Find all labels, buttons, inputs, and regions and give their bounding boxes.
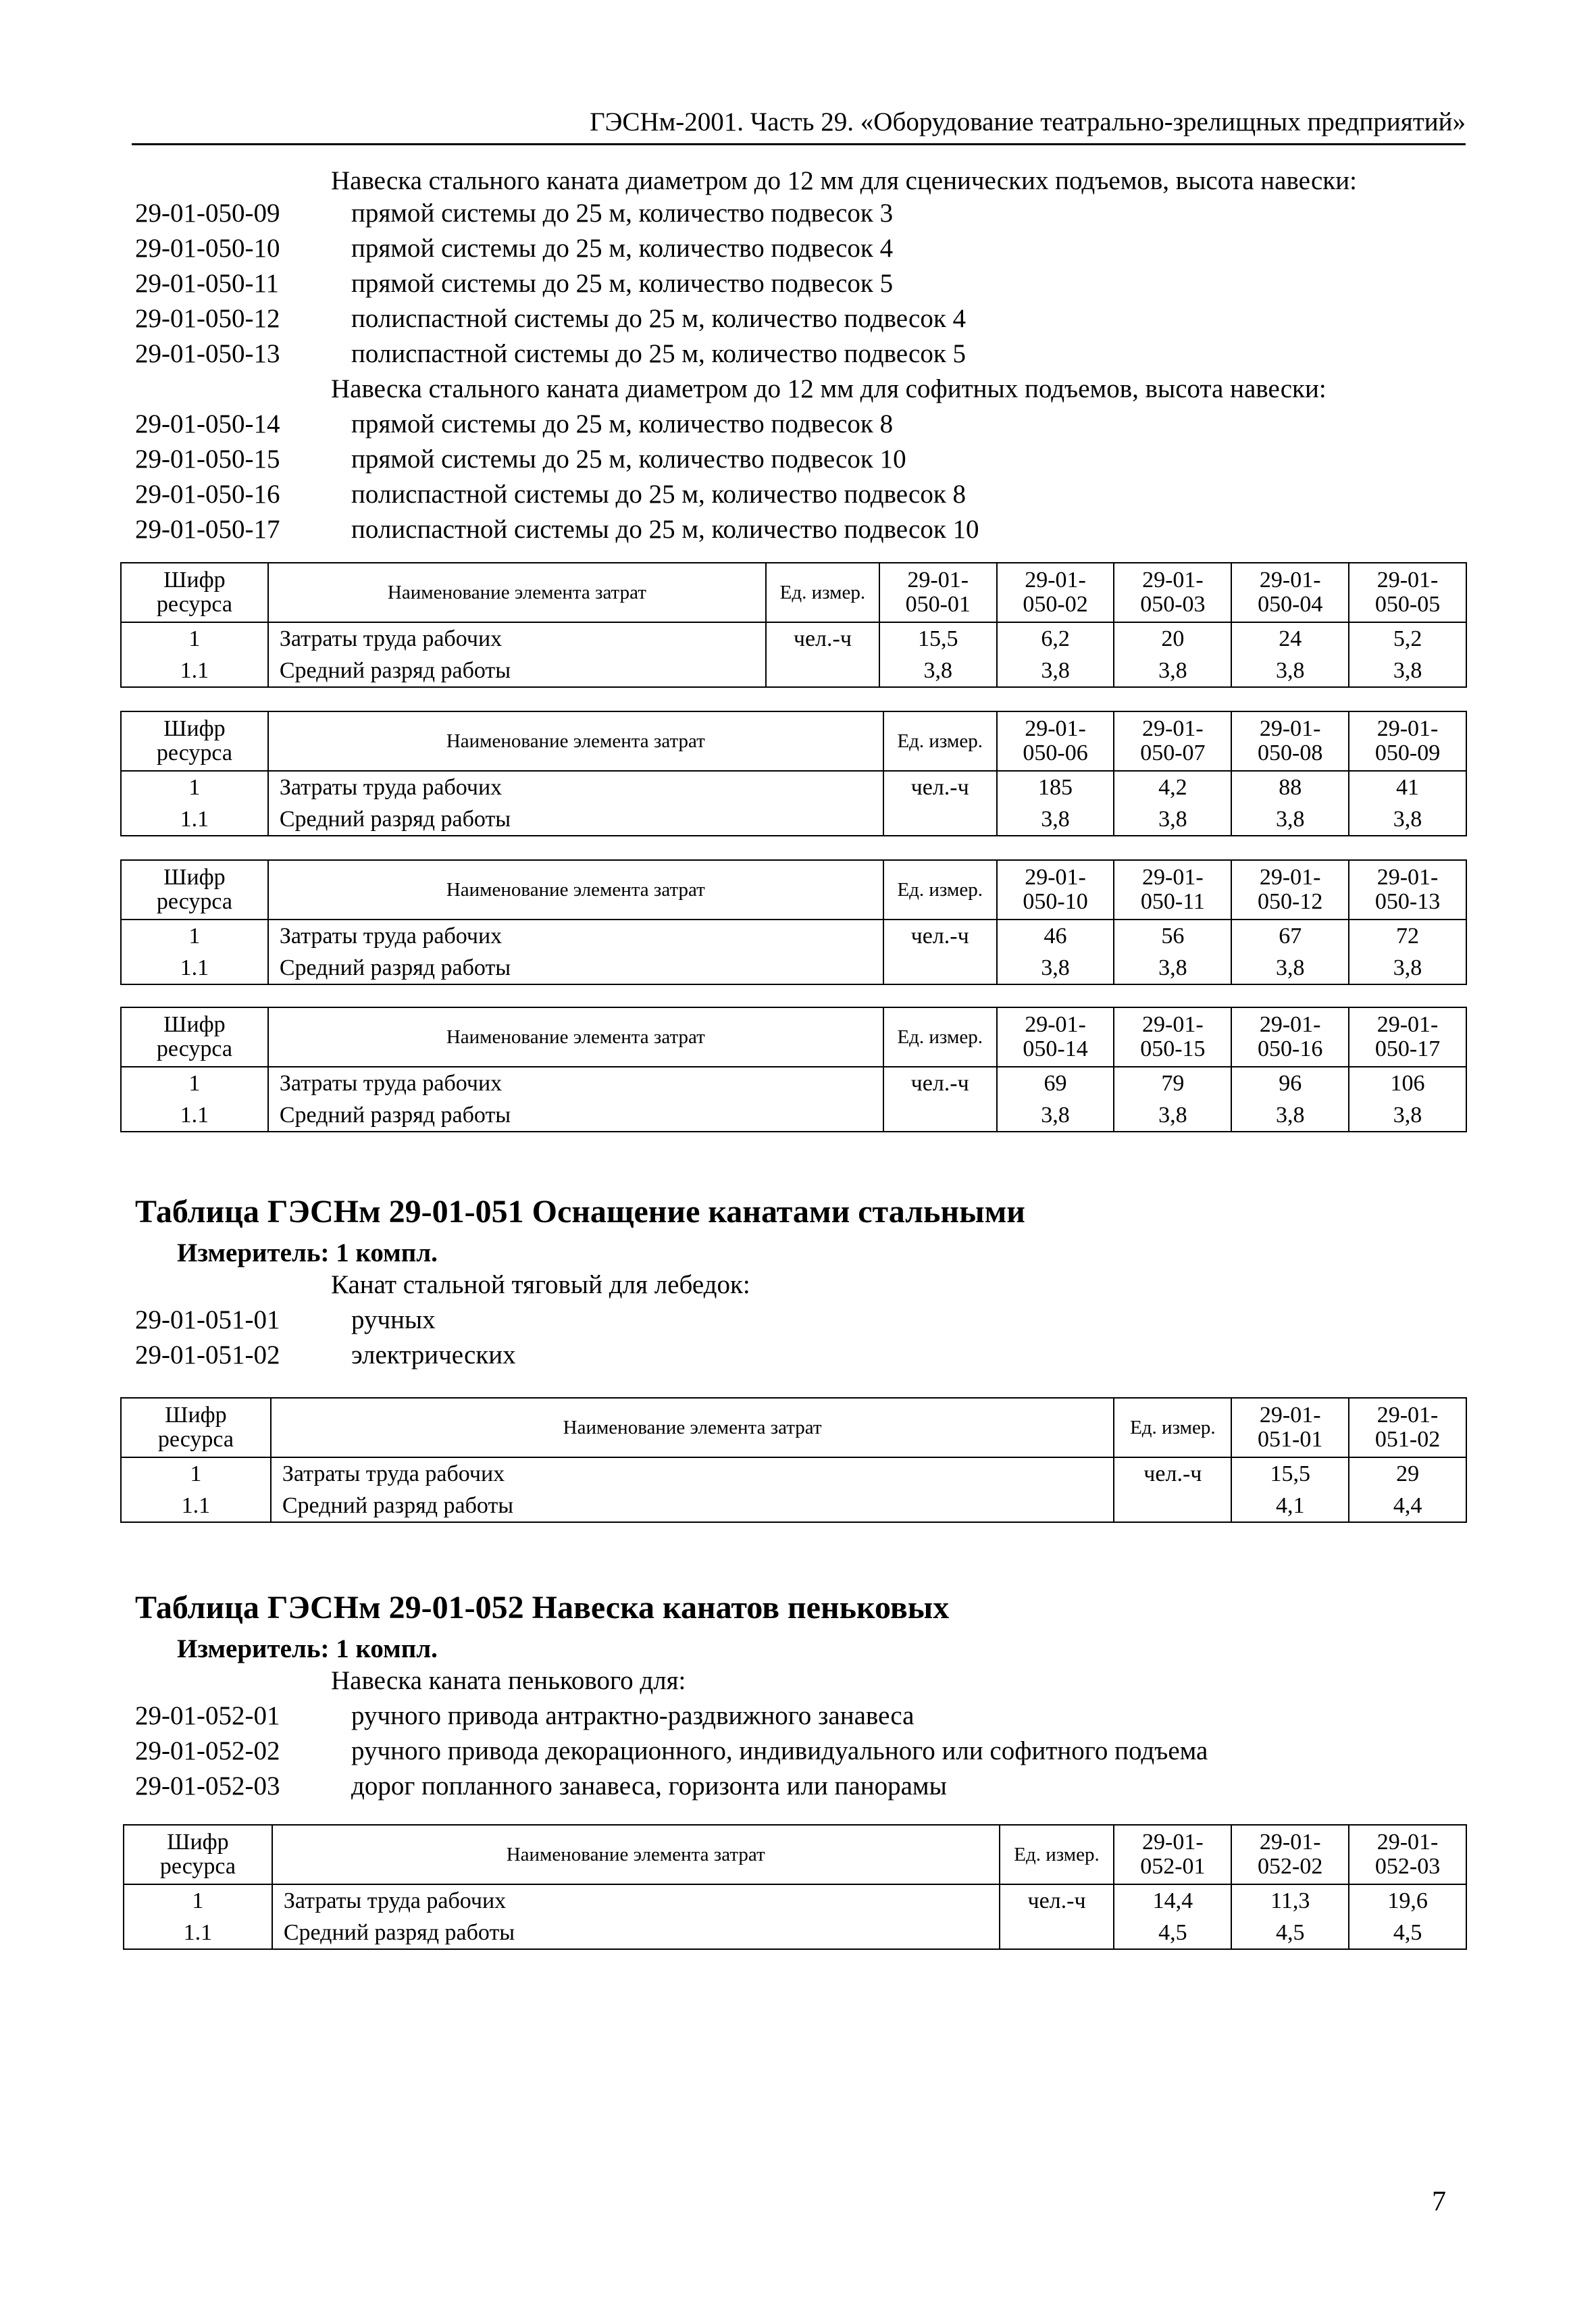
header-unit: Ед. измер. — [766, 563, 879, 622]
header-norm: 29-01- 050-11 — [1114, 860, 1231, 920]
cell-value: 19,6 — [1349, 1884, 1466, 1917]
item-text: ручного привода декорационного, индивидуального или софитного подъема — [351, 1736, 1208, 1765]
row-code: 1 — [121, 920, 268, 952]
row-unit: чел.-ч — [883, 771, 997, 803]
cell-value: 15,5 — [1231, 1457, 1349, 1490]
header-norm: 29-01- 050-13 — [1349, 860, 1466, 920]
group-heading: Навеска стального каната диаметром до 12 мм для сценических подъемов, высота навески: — [331, 166, 1357, 195]
cell-value: 3,8 — [997, 803, 1114, 836]
header-name: Наименование элемента затрат — [272, 1825, 1000, 1884]
header-name: Наименование элемента затрат — [268, 563, 766, 622]
header-norm: 29-01- 050-16 — [1231, 1007, 1349, 1067]
item-text: электрических — [351, 1340, 516, 1369]
header-norm: 29-01- 050-08 — [1231, 711, 1349, 771]
header-norm: 29-01- 051-01 — [1231, 1398, 1349, 1457]
cost-table — [123, 1824, 1467, 1950]
row-name: Затраты труда рабочих — [272, 1884, 1000, 1917]
header-norm: 29-01- 050-09 — [1349, 711, 1466, 771]
row-code: 1 — [124, 1884, 272, 1917]
header-norm: 29-01- 050-01 — [879, 563, 997, 622]
header-norm: 29-01- 050-02 — [997, 563, 1114, 622]
cost-table — [120, 1397, 1467, 1523]
item-code: 29-01-050-14 — [135, 409, 280, 438]
group-heading: Навеска стального каната диаметром до 12 мм для софитных подъемов, высота навески: — [331, 374, 1327, 403]
row-code: 1 — [121, 1457, 271, 1490]
cost-table — [120, 562, 1467, 688]
cell-value: 79 — [1114, 1067, 1231, 1099]
measure-label: Измеритель: 1 компл. — [177, 1238, 438, 1267]
cell-value: 11,3 — [1231, 1884, 1349, 1917]
row-name: Затраты труда рабочих — [268, 622, 766, 655]
cell-value: 56 — [1114, 920, 1231, 952]
page-header: ГЭСНм-2001. Часть 29. «Оборудование театрально-зрелищных предприятий» — [132, 107, 1466, 145]
item-code: 29-01-050-13 — [135, 339, 280, 368]
cell-value: 4,2 — [1114, 771, 1231, 803]
item-text: прямой системы до 25 м, количество подвесок 4 — [351, 234, 894, 263]
header-norm: 29-01- 050-14 — [997, 1007, 1114, 1067]
item-text: ручного привода антрактно-раздвижного занавеса — [351, 1701, 915, 1730]
header-name: Наименование элемента затрат — [268, 711, 883, 771]
row-unit: чел.-ч — [883, 920, 997, 952]
item-code: 29-01-050-10 — [135, 234, 280, 263]
header-norm: 29-01- 050-04 — [1231, 563, 1349, 622]
row-name: Средний разряд работы — [272, 1917, 1000, 1949]
row-name: Затраты труда рабочих — [271, 1457, 1114, 1490]
header-unit: Ед. измер. — [1114, 1398, 1231, 1457]
header-name: Наименование элемента затрат — [268, 1007, 883, 1067]
cell-value: 3,8 — [1231, 803, 1349, 836]
item-code: 29-01-052-03 — [135, 1771, 280, 1801]
cell-value: 20 — [1114, 622, 1231, 655]
header-norm: 29-01- 052-02 — [1231, 1825, 1349, 1884]
row-code: 1 — [121, 1067, 268, 1099]
row-name: Средний разряд работы — [268, 952, 883, 984]
header-unit: Ед. измер. — [1000, 1825, 1114, 1884]
row-code: 1.1 — [124, 1917, 272, 1949]
item-text: полиспастной системы до 25 м, количество подвесок 8 — [351, 480, 967, 509]
item-code: 29-01-050-16 — [135, 480, 280, 509]
cell-value: 4,1 — [1231, 1490, 1349, 1522]
row-unit: чел.-ч — [1000, 1884, 1114, 1917]
item-code: 29-01-052-02 — [135, 1736, 280, 1765]
table-title: Таблица ГЭСНм 29-01-051 Оснащение канатами стальными — [135, 1194, 1025, 1230]
row-name: Затраты труда рабочих — [268, 920, 883, 952]
cell-value: 106 — [1349, 1067, 1466, 1099]
item-text: прямой системы до 25 м, количество подвесок 3 — [351, 199, 894, 228]
group-heading: Канат стальной тяговый для лебедок: — [331, 1270, 750, 1299]
cell-value: 15,5 — [879, 622, 997, 655]
cell-value: 69 — [997, 1067, 1114, 1099]
item-code: 29-01-050-12 — [135, 304, 280, 333]
row-code: 1.1 — [121, 952, 268, 984]
row-unit — [766, 655, 879, 687]
header-norm: 29-01- 050-03 — [1114, 563, 1231, 622]
cell-value: 3,8 — [997, 655, 1114, 687]
group-heading: Навеска каната пенькового для: — [331, 1666, 686, 1695]
header-name: Наименование элемента затрат — [271, 1398, 1114, 1457]
header-unit: Ед. измер. — [883, 711, 997, 771]
header-norm: 29-01- 052-03 — [1349, 1825, 1466, 1884]
row-code: 1.1 — [121, 803, 268, 836]
item-text: прямой системы до 25 м, количество подвесок 5 — [351, 269, 894, 298]
header-cipher: Шифр ресурса — [121, 563, 268, 622]
row-name: Средний разряд работы — [268, 655, 766, 687]
row-code: 1 — [121, 622, 268, 655]
header-cipher: Шифр ресурса — [121, 1398, 271, 1457]
cell-value: 72 — [1349, 920, 1466, 952]
cell-value: 46 — [997, 920, 1114, 952]
table-title: Таблица ГЭСНм 29-01-052 Навеска канатов пеньковых — [135, 1590, 950, 1626]
row-unit — [1114, 1490, 1231, 1522]
row-code: 1 — [121, 771, 268, 803]
item-code: 29-01-051-02 — [135, 1340, 280, 1369]
cell-value: 41 — [1349, 771, 1466, 803]
cell-value: 3,8 — [997, 1099, 1114, 1132]
cell-value: 4,5 — [1114, 1917, 1231, 1949]
item-text: ручных — [351, 1305, 436, 1334]
cell-value: 3,8 — [1231, 655, 1349, 687]
row-unit: чел.-ч — [883, 1067, 997, 1099]
item-text: дорог пoпланного занавеса, горизонта или панорамы — [351, 1771, 947, 1801]
header-norm: 29-01- 050-05 — [1349, 563, 1466, 622]
row-unit — [883, 1099, 997, 1132]
cell-value: 3,8 — [1114, 1099, 1231, 1132]
cell-value: 3,8 — [1231, 952, 1349, 984]
row-unit: чел.-ч — [766, 622, 879, 655]
header-norm: 29-01- 050-06 — [997, 711, 1114, 771]
header-name: Наименование элемента затрат — [268, 860, 883, 920]
header-norm: 29-01- 050-17 — [1349, 1007, 1466, 1067]
cell-value: 4,4 — [1349, 1490, 1466, 1522]
header-norm: 29-01- 050-10 — [997, 860, 1114, 920]
row-unit — [883, 952, 997, 984]
cost-table — [120, 1007, 1467, 1132]
item-code: 29-01-051-01 — [135, 1305, 280, 1334]
item-code: 29-01-052-01 — [135, 1701, 280, 1730]
cell-value: 3,8 — [1114, 803, 1231, 836]
cell-value: 3,8 — [1349, 1099, 1466, 1132]
row-name: Средний разряд работы — [268, 1099, 883, 1132]
cell-value: 3,8 — [879, 655, 997, 687]
header-norm: 29-01- 050-07 — [1114, 711, 1231, 771]
row-name: Затраты труда рабочих — [268, 771, 883, 803]
cell-value: 4,5 — [1349, 1917, 1466, 1949]
header-cipher: Шифр ресурса — [121, 860, 268, 920]
item-text: прямой системы до 25 м, количество подвесок 10 — [351, 445, 906, 474]
cell-value: 3,8 — [1349, 655, 1466, 687]
cell-value: 67 — [1231, 920, 1349, 952]
page-number: 7 — [1432, 2186, 1446, 2217]
header-unit: Ед. измер. — [883, 1007, 997, 1067]
cost-table — [120, 859, 1467, 985]
cell-value: 24 — [1231, 622, 1349, 655]
row-name: Средний разряд работы — [271, 1490, 1114, 1522]
cell-value: 185 — [997, 771, 1114, 803]
header-norm: 29-01- 051-02 — [1349, 1398, 1466, 1457]
item-text: полиспастной системы до 25 м, количество подвесок 4 — [351, 304, 967, 333]
header-norm: 29-01- 052-01 — [1114, 1825, 1231, 1884]
cell-value: 88 — [1231, 771, 1349, 803]
item-code: 29-01-050-09 — [135, 199, 280, 228]
cell-value: 3,8 — [1114, 952, 1231, 984]
row-unit — [883, 803, 997, 836]
row-code: 1.1 — [121, 1099, 268, 1132]
header-unit: Ед. измер. — [883, 860, 997, 920]
cell-value: 14,4 — [1114, 1884, 1231, 1917]
row-name: Затраты труда рабочих — [268, 1067, 883, 1099]
cell-value: 3,8 — [1231, 1099, 1349, 1132]
item-text: полиспастной системы до 25 м, количество подвесок 10 — [351, 515, 979, 544]
item-code: 29-01-050-15 — [135, 445, 280, 474]
header-cipher: Шифр ресурса — [121, 711, 268, 771]
row-code: 1.1 — [121, 1490, 271, 1522]
item-text: полиспастной системы до 25 м, количество подвесок 5 — [351, 339, 967, 368]
cell-value: 3,8 — [1349, 952, 1466, 984]
row-name: Средний разряд работы — [268, 803, 883, 836]
row-unit — [1000, 1917, 1114, 1949]
cell-value: 96 — [1231, 1067, 1349, 1099]
cell-value: 5,2 — [1349, 622, 1466, 655]
cost-table — [120, 711, 1467, 836]
cell-value: 3,8 — [1349, 803, 1466, 836]
header-cipher: Шифр ресурса — [124, 1825, 272, 1884]
item-code: 29-01-050-11 — [135, 269, 280, 298]
item-code: 29-01-050-17 — [135, 515, 280, 544]
cell-value: 3,8 — [1114, 655, 1231, 687]
cell-value: 3,8 — [997, 952, 1114, 984]
header-norm: 29-01- 050-15 — [1114, 1007, 1231, 1067]
cell-value: 6,2 — [997, 622, 1114, 655]
item-text: прямой системы до 25 м, количество подвесок 8 — [351, 409, 894, 438]
cell-value: 29 — [1349, 1457, 1466, 1490]
measure-label: Измеритель: 1 компл. — [177, 1634, 438, 1663]
header-cipher: Шифр ресурса — [121, 1007, 268, 1067]
header-norm: 29-01- 050-12 — [1231, 860, 1349, 920]
row-code: 1.1 — [121, 655, 268, 687]
row-unit: чел.-ч — [1114, 1457, 1231, 1490]
cell-value: 4,5 — [1231, 1917, 1349, 1949]
